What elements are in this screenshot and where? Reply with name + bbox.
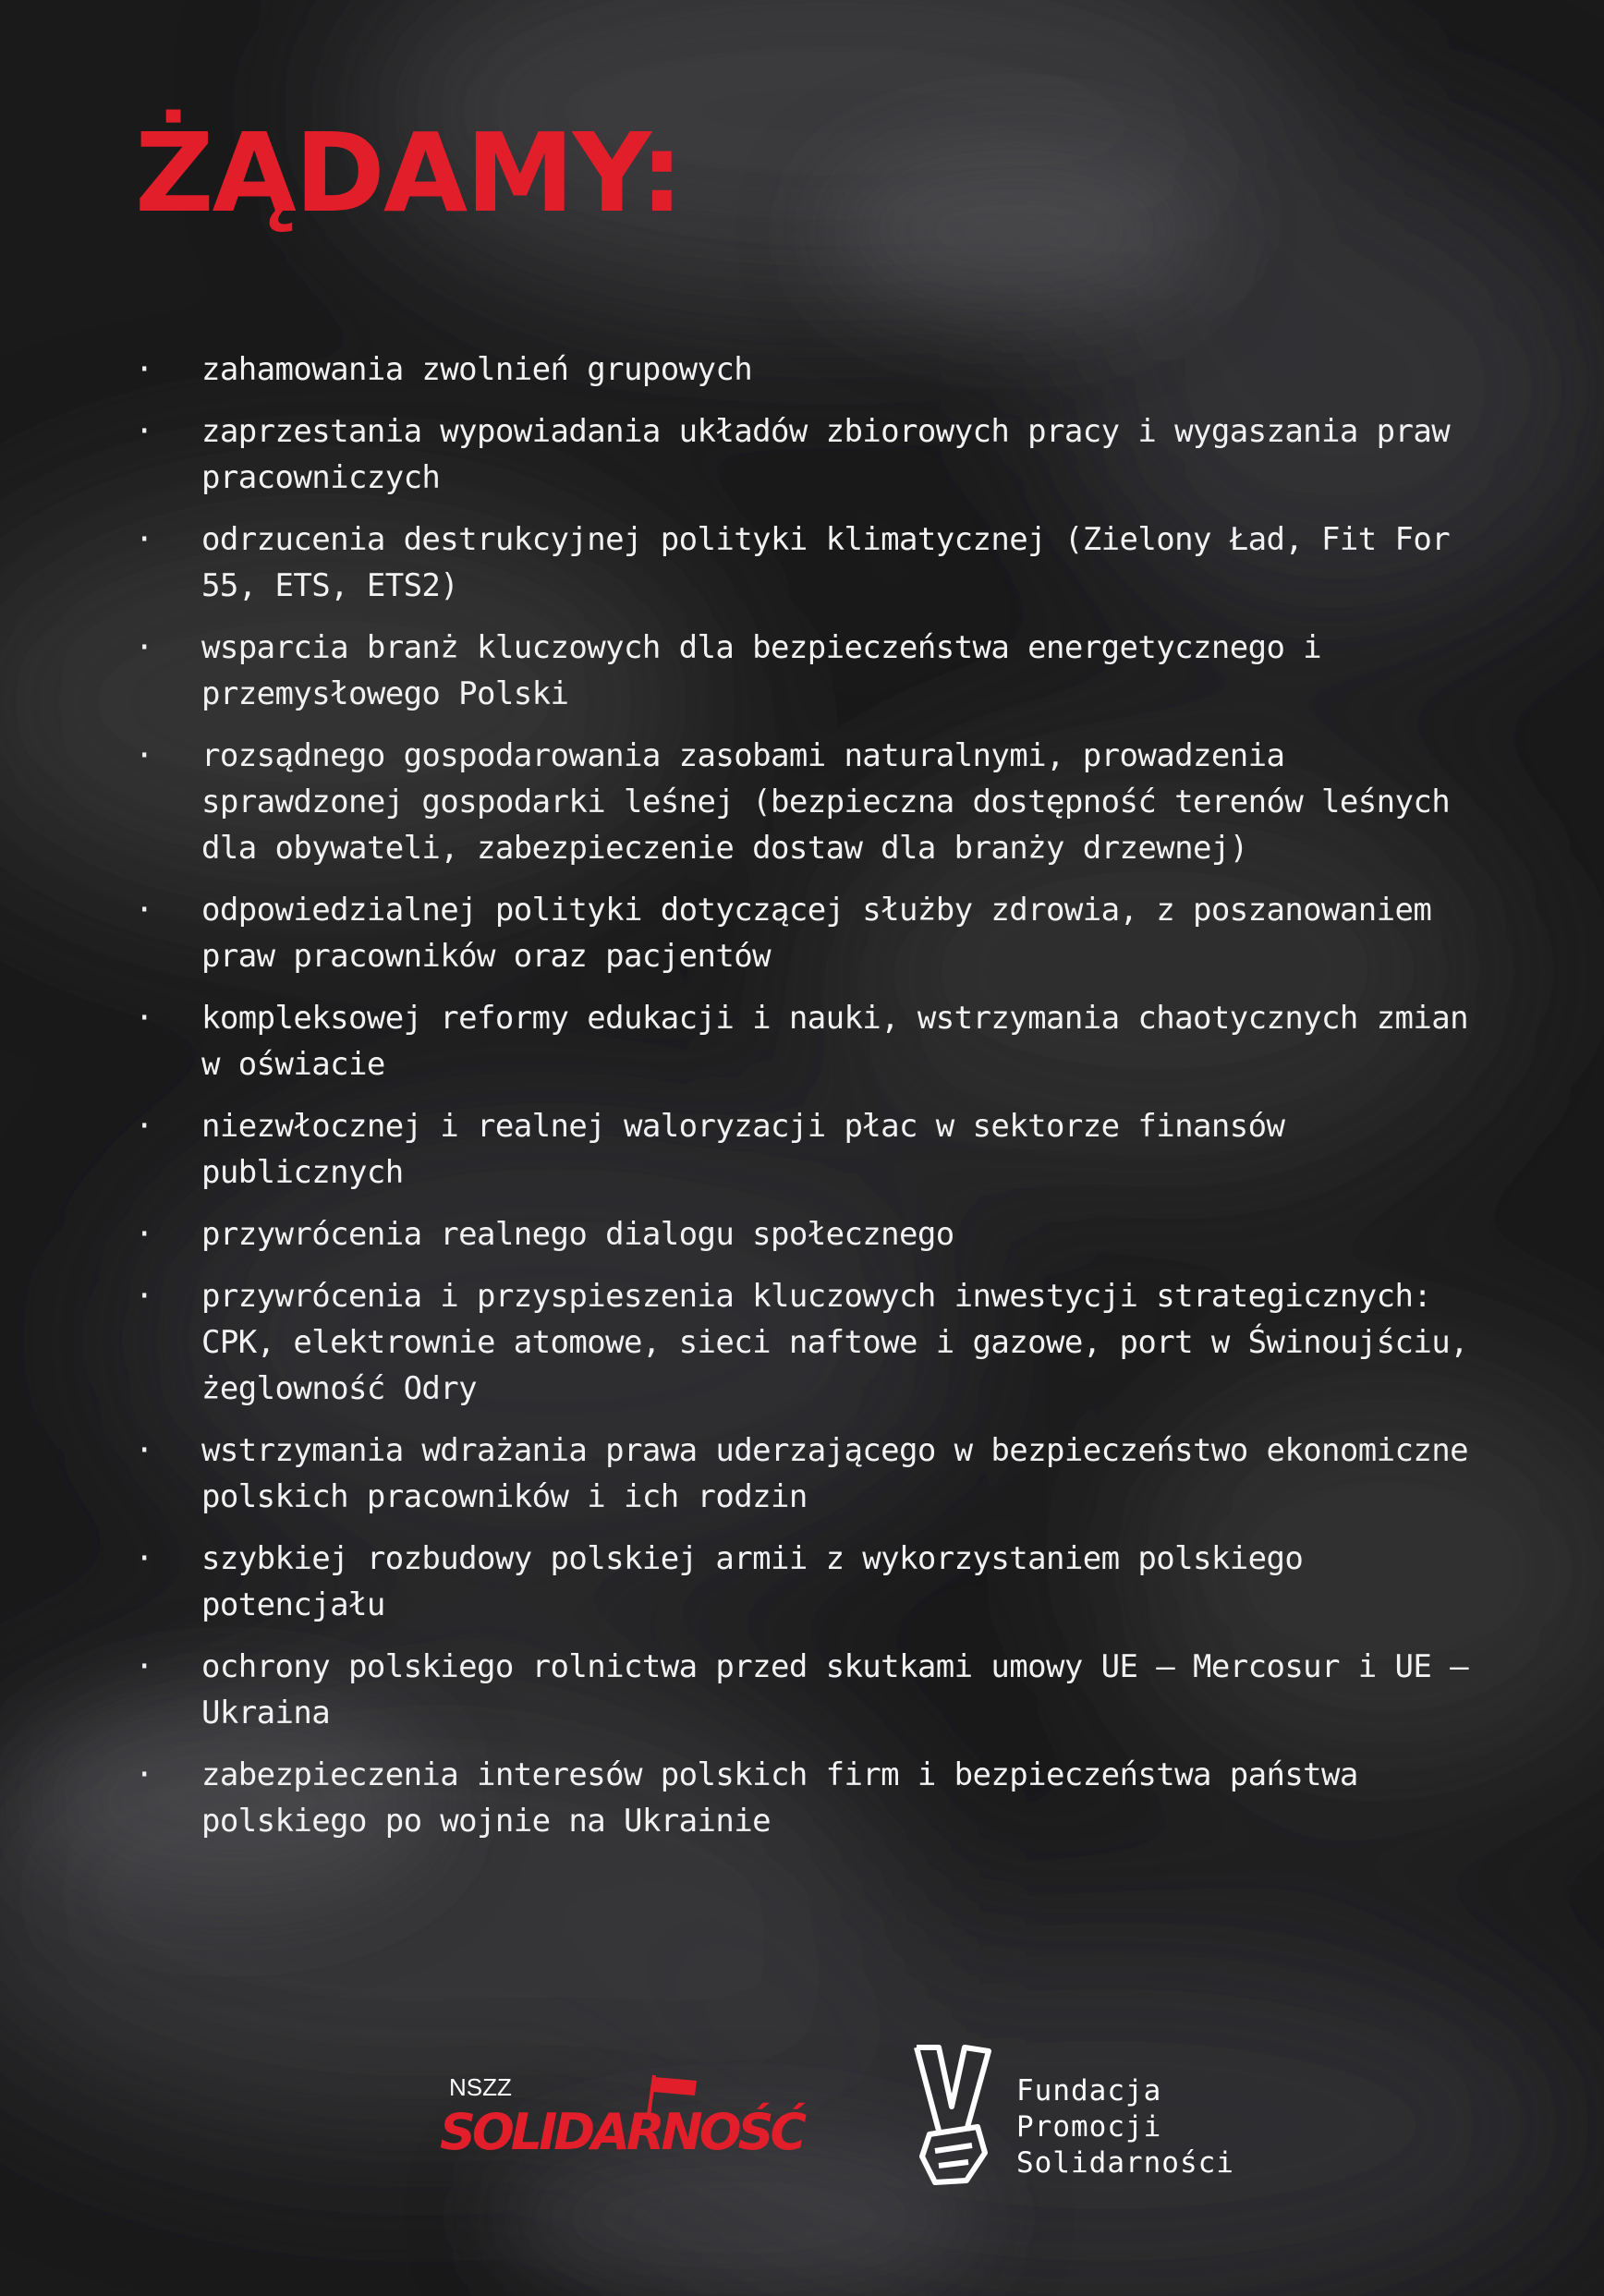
list-item [135,733,1475,871]
list-item [135,887,1475,979]
list-item [135,995,1475,1087]
page-title: ŻĄDAMY: [135,109,682,237]
list-item [135,1644,1475,1736]
demand-text: ochrony polskiego rolnictwa przed skutkami umowy UE – Mercosur i UE – Ukraina [201,1648,1469,1731]
list-item [135,1273,1475,1412]
demand-text: rozsądnego gospodarowania zasobami naturalnymi, prowadzenia sprawdzonej gospodarki leśnej (bezpieczna dostępność terenów leśnych dla obywateli, zabezpieczenie dostaw dla branży drzewnej) [201,737,1451,867]
bullet-icon: · [135,629,153,666]
bullet-icon: · [135,1278,153,1315]
fundacja-logo [911,2042,1299,2190]
list-item [135,1752,1475,1844]
list-item [135,346,1475,393]
demand-text: zahamowania zwolnień grupowych [201,351,753,388]
victory-hand-icon [911,2042,996,2190]
list-item [135,625,1475,717]
bullet-icon: · [135,521,153,558]
demand-text: przywrócenia realnego dialogu społecznego [201,1216,954,1253]
bullet-icon: · [135,892,153,929]
demand-text: zabezpieczenia interesów polskich firm i bezpieczeństwa państwa polskiego po wojnie na Ukrainie [201,1756,1358,1840]
bullet-icon: · [135,413,153,450]
fundacja-line-3: Solidarności [1016,2146,1234,2180]
bullet-icon: · [135,1000,153,1037]
list-item [135,1103,1475,1196]
bullet-icon: · [135,737,153,774]
nszz-label: NSZZ [449,2073,512,2101]
bullet-icon: · [135,1540,153,1577]
bullet-icon: · [135,1216,153,1253]
solidarnosc-wordmark: SOLIDARNOŚĆ [440,2103,804,2161]
bullet-icon: · [135,1108,153,1145]
list-item [135,1427,1475,1520]
list-item [135,1536,1475,1628]
demand-text: odpowiedzialnej polityki dotyczącej służby zdrowia, z poszanowaniem praw pracowników oraz pacjentów [201,892,1432,975]
bullet-icon: · [135,1648,153,1685]
demand-text: odrzucenia destrukcyjnej polityki klimatycznej (Zielony Ład, Fit For 55, ETS, ETS2) [201,521,1451,604]
demand-text: wstrzymania wdrażania prawa uderzającego w bezpieczeństwo ekonomiczne polskich pracowników i ich rodzin [201,1432,1469,1515]
bullet-icon: · [135,1756,153,1793]
demand-text: szybkiej rozbudowy polskiej armii z wykorzystaniem polskiego potencjału [201,1540,1304,1623]
demands-list [135,346,1475,1860]
list-item [135,408,1475,501]
list-item [135,516,1475,609]
solidarnosc-logo [440,2070,804,2181]
fundacja-line-1: Fundacja [1016,2074,1162,2108]
demand-text: przywrócenia i przyspieszenia kluczowych inwestycji strategicznych: CPK, elektrownie atomowe, sieci naftowe i gazowe, port w Świnoujściu, żeglowność Odry [201,1278,1469,1407]
demand-text: kompleksowej reformy edukacji i nauki, wstrzymania chaotycznych zmian w oświacie [201,1000,1469,1083]
fundacja-line-2: Promocji [1016,2110,1162,2144]
demand-text: wsparcia branż kluczowych dla bezpieczeństwa energetycznego i przemysłowego Polski [201,629,1322,712]
list-item [135,1211,1475,1257]
bullet-icon: · [135,1432,153,1469]
demand-text: zaprzestania wypowiadania układów zbiorowych pracy i wygaszania praw pracowniczych [201,413,1451,496]
fundacja-text [1016,2073,1234,2181]
demand-text: niezwłocznej i realnej waloryzacji płac w sektorze finansów publicznych [201,1108,1285,1191]
bullet-icon: · [135,351,153,388]
